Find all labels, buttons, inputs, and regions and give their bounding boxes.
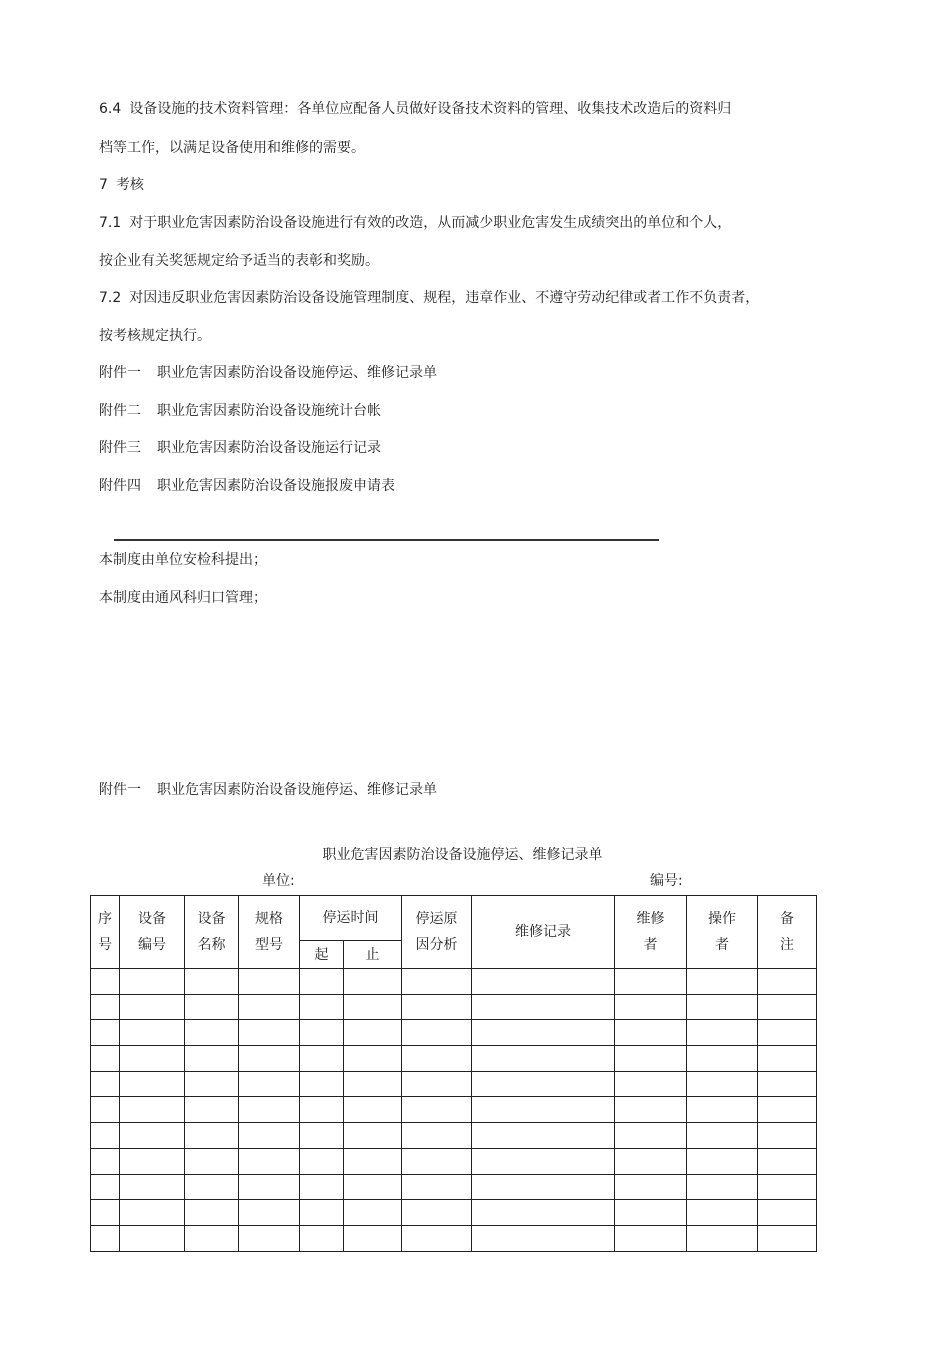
attachment-list-item [99,439,381,457]
table-cell [758,1046,817,1072]
separator-rule [114,539,659,541]
section-7-heading [99,176,144,194]
section-7-1-line1 [99,214,731,232]
table-cell [615,969,687,995]
table-cell [239,994,300,1020]
table-cell [120,1200,185,1226]
table-row [91,1148,817,1174]
table-cell [687,1225,758,1251]
table-cell [402,1174,472,1200]
table-cell [120,994,185,1020]
table-cell [615,1097,687,1123]
table-cell [120,1225,185,1251]
table-title: 职业危害因素防治设备设施停运、维修记录单 [322,847,603,863]
table-cell [185,994,239,1020]
table-cell [344,969,402,995]
table-cell [615,1200,687,1226]
table-cell [185,1046,239,1072]
table-cell [615,1071,687,1097]
section-6-4-line1 [99,100,731,118]
attachment-title: 职业危害因素防治设备设施运行记录 [157,440,381,456]
table-cell [91,1200,120,1226]
table-cell [687,1123,758,1149]
footer-note: 本制度由通风科归口管理； [99,590,267,606]
table-cell [300,1071,344,1097]
header-operator: 操作者 [687,896,758,969]
table-cell [687,1046,758,1072]
table-cell [615,1046,687,1072]
table-row [91,1046,817,1072]
attachment-title: 职业危害因素防治设备设施停运、维修记录单 [157,365,437,381]
table-cell [185,1020,239,1046]
header-equip-no: 设备编号 [120,896,185,969]
table-cell [402,1200,472,1226]
table-cell [239,1097,300,1123]
table-cell [615,1174,687,1200]
table-cell [758,1097,817,1123]
header-equip-name: 设备名称 [185,896,239,969]
table-cell [758,1020,817,1046]
section-6-4-line2: 档等工作，以满足设备使用和维修的需要。 [99,140,365,156]
unit-label: 单位: [262,873,295,889]
table-cell [472,1020,615,1046]
table-cell [615,1225,687,1251]
table-cell [300,1174,344,1200]
table-cell [344,994,402,1020]
section-number: 7 [99,177,108,193]
table-cell [185,1097,239,1123]
section-7-2-line2: 按考核规定执行。 [99,328,211,344]
table-cell [344,1148,402,1174]
table-cell [687,1097,758,1123]
table-cell [91,1123,120,1149]
section-text: 设备设施的技术资料管理：各单位应配备人员做好设备技术资料的管理、收集技术改造后的资料归 [129,101,732,117]
table-cell [120,1174,185,1200]
table-cell [239,1174,300,1200]
table-cell [120,1148,185,1174]
table-cell [402,1071,472,1097]
table-cell [758,1200,817,1226]
table-row [91,1225,817,1251]
record-table [90,895,817,1252]
attachment-label: 附件二 [99,403,141,419]
table-cell [239,1123,300,1149]
table-cell [120,1046,185,1072]
section-number: 7.1 [99,215,122,231]
code-label: 编号: [650,873,683,889]
table-cell [472,1046,615,1072]
table-cell [615,1020,687,1046]
table-cell [758,994,817,1020]
table-cell [758,1225,817,1251]
attachment-list-item [99,477,395,495]
table-cell [687,1071,758,1097]
table-cell [239,1020,300,1046]
table-cell [687,994,758,1020]
table-cell [402,1097,472,1123]
table-cell [472,994,615,1020]
table-cell [687,969,758,995]
table-cell [344,1020,402,1046]
header-seq: 序号 [91,896,120,969]
table-cell [687,1174,758,1200]
table-cell [758,1123,817,1149]
attachment-list-item [99,402,381,420]
table-cell [344,1200,402,1226]
header-repair: 维修记录 [472,896,615,969]
table-cell [402,1123,472,1149]
table-cell [472,1174,615,1200]
table-cell [91,1071,120,1097]
table-cell [91,994,120,1020]
table-cell [91,1020,120,1046]
table-cell [402,994,472,1020]
table-row [91,1200,817,1226]
table-cell [239,1148,300,1174]
table-cell [402,1225,472,1251]
table-cell [239,1071,300,1097]
section-number: 7.2 [99,290,122,306]
table-cell [239,1046,300,1072]
table-row [91,994,817,1020]
header-end: 止 [344,941,402,969]
table-row [91,1071,817,1097]
header-stop-time: 停运时间 [300,896,402,941]
table-cell [91,1148,120,1174]
table-cell [300,994,344,1020]
table-cell [344,1071,402,1097]
appendix-heading [99,781,437,799]
attachment-title: 职业危害因素防治设备设施报废申请表 [157,478,395,494]
table-cell [185,1123,239,1149]
table-cell [91,1225,120,1251]
table-cell [402,1046,472,1072]
attachment-label: 附件一 [99,365,141,381]
table-cell [120,1020,185,1046]
header-cause: 停运原因分析 [402,896,472,969]
attachment-list-item [99,364,437,382]
table-cell [615,994,687,1020]
table-cell [300,1020,344,1046]
attachment-label: 附件三 [99,440,141,456]
table-cell [300,969,344,995]
table-cell [120,1097,185,1123]
table-row [91,1123,817,1149]
table-cell [615,1123,687,1149]
table-cell [344,1225,402,1251]
table-cell [402,1020,472,1046]
section-7-2-line1 [99,289,759,307]
table-cell [185,969,239,995]
table-cell [344,1123,402,1149]
table-row [91,1174,817,1200]
table-cell [91,969,120,995]
header-start: 起 [300,941,344,969]
table-cell [239,1200,300,1226]
table-cell [472,1097,615,1123]
table-cell [300,1097,344,1123]
table-cell [344,1097,402,1123]
table-cell [91,1174,120,1200]
table-cell [185,1071,239,1097]
section-7-1-line2: 按企业有关奖惩规定给予适当的表彰和奖励。 [99,253,379,269]
table-cell [185,1174,239,1200]
attachment-title: 职业危害因素防治设备设施停运、维修记录单 [157,782,437,798]
table-cell [472,1200,615,1226]
table-row [91,1097,817,1123]
table-cell [300,1225,344,1251]
table-cell [239,1225,300,1251]
section-text: 对于职业危害因素防治设备设施进行有效的改造，从而减少职业危害发生成绩突出的单位和个人， [129,215,732,231]
table-cell [758,1174,817,1200]
table-cell [472,1071,615,1097]
table-cell [615,1148,687,1174]
table-cell [185,1225,239,1251]
table-cell [300,1148,344,1174]
attachment-label: 附件一 [99,782,141,798]
table-cell [687,1020,758,1046]
table-cell [185,1200,239,1226]
section-text: 对因违反职业危害因素防治设备设施管理制度、规程，违章作业、不遵守劳动纪律或者工作不负责者， [129,290,760,306]
table-cell [687,1148,758,1174]
header-repairer: 维修者 [615,896,687,969]
table-cell [472,1148,615,1174]
header-remark: 备注 [758,896,817,969]
table-cell [402,969,472,995]
table-cell [472,969,615,995]
table-cell [91,1046,120,1072]
table-cell [344,1174,402,1200]
table-cell [300,1200,344,1226]
table-cell [300,1046,344,1072]
table-cell [239,969,300,995]
footer-note: 本制度由单位安检科提出； [99,552,267,568]
table-cell [91,1097,120,1123]
table-cell [758,1148,817,1174]
table-cell [758,969,817,995]
table-cell [120,1071,185,1097]
table-row [91,969,817,995]
attachment-label: 附件四 [99,478,141,494]
table-cell [687,1200,758,1226]
table-cell [402,1148,472,1174]
section-number: 6.4 [99,101,122,117]
table-cell [120,969,185,995]
table-cell [185,1148,239,1174]
table-row [91,1020,817,1046]
table-cell [758,1071,817,1097]
attachment-title: 职业危害因素防治设备设施统计台帐 [157,403,381,419]
table-cell [344,1046,402,1072]
table-cell [300,1123,344,1149]
section-title: 考核 [115,177,144,193]
header-spec: 规格型号 [239,896,300,969]
table-cell [472,1123,615,1149]
table-cell [472,1225,615,1251]
table-cell [120,1123,185,1149]
